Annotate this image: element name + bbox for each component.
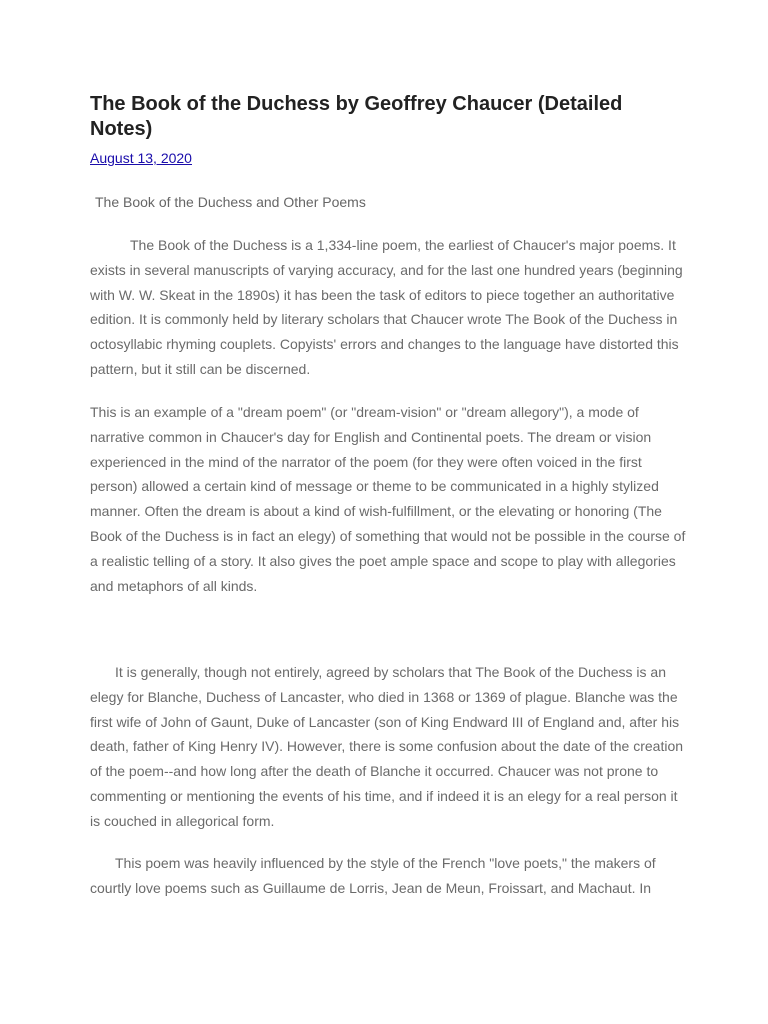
paragraph-2: This is an example of a "dream poem" (or "dream-vision" or "dream allegory"), a mode of narrative common in Chaucer's day for English and Continental poets. The dream or vision experienced in the mind of the narrator of the poem (for they were often voiced in the first person) allowed a certain kind of message or theme to be communicated in a highly stylized manner. Often the dream is about a kind of wish-fulfillment, or the elevating or honoring (The Book of the Duchess is in fact an elegy) of something that would not be possible in the course of a realistic telling of a story. It also gives the poet ample space and scope to play with allegories and metaphors of all kinds. xyxy=(90,404,686,594)
paragraph-1: The Book of the Duchess is a 1,334-line poem, the earliest of Chaucer's major poems. It exists in several manuscripts of varying accuracy, and for the last one hundred years (beginning with W. W. Skeat in the 1890s) it has been the task of editors to piece together an authoritative edition. It is commonly held by literary scholars that Chaucer wrote The Book of the Duchess in octosyllabic rhyming couplets. Copyists' errors and changes to the language have distorted this pattern, but it still can be discerned. xyxy=(90,237,683,377)
post-date-link[interactable]: August 13, 2020 xyxy=(90,150,192,166)
page-title: The Book of the Duchess by Geoffrey Chaucer (Detailed Notes) xyxy=(90,93,623,140)
paragraph-4: This poem was heavily influenced by the style of the French "love poets," the makers of courtly love poems such as Guillaume de Lorris, Jean de Meun, Froissart, and Machaut. In xyxy=(90,855,656,896)
section-subtitle: The Book of the Duchess and Other Poems xyxy=(95,194,366,210)
paragraph-3: It is generally, though not entirely, agreed by scholars that The Book of the Duchess is an elegy for Blanche, Duchess of Lancaster, who died in 1368 or 1369 of plague. Blanche was the first wife of John of Gaunt, Duke of Lancaster (son of King Endward III of England and, after his death, father of King Henry IV). However, there is some confusion about the date of the creation of the poem--and how long after the death of Blanche it occurred. Chaucer was not prone to commenting or mentioning the events of his time, and if indeed it is an elegy for a real person it is couched in allegorical form. xyxy=(90,664,684,829)
